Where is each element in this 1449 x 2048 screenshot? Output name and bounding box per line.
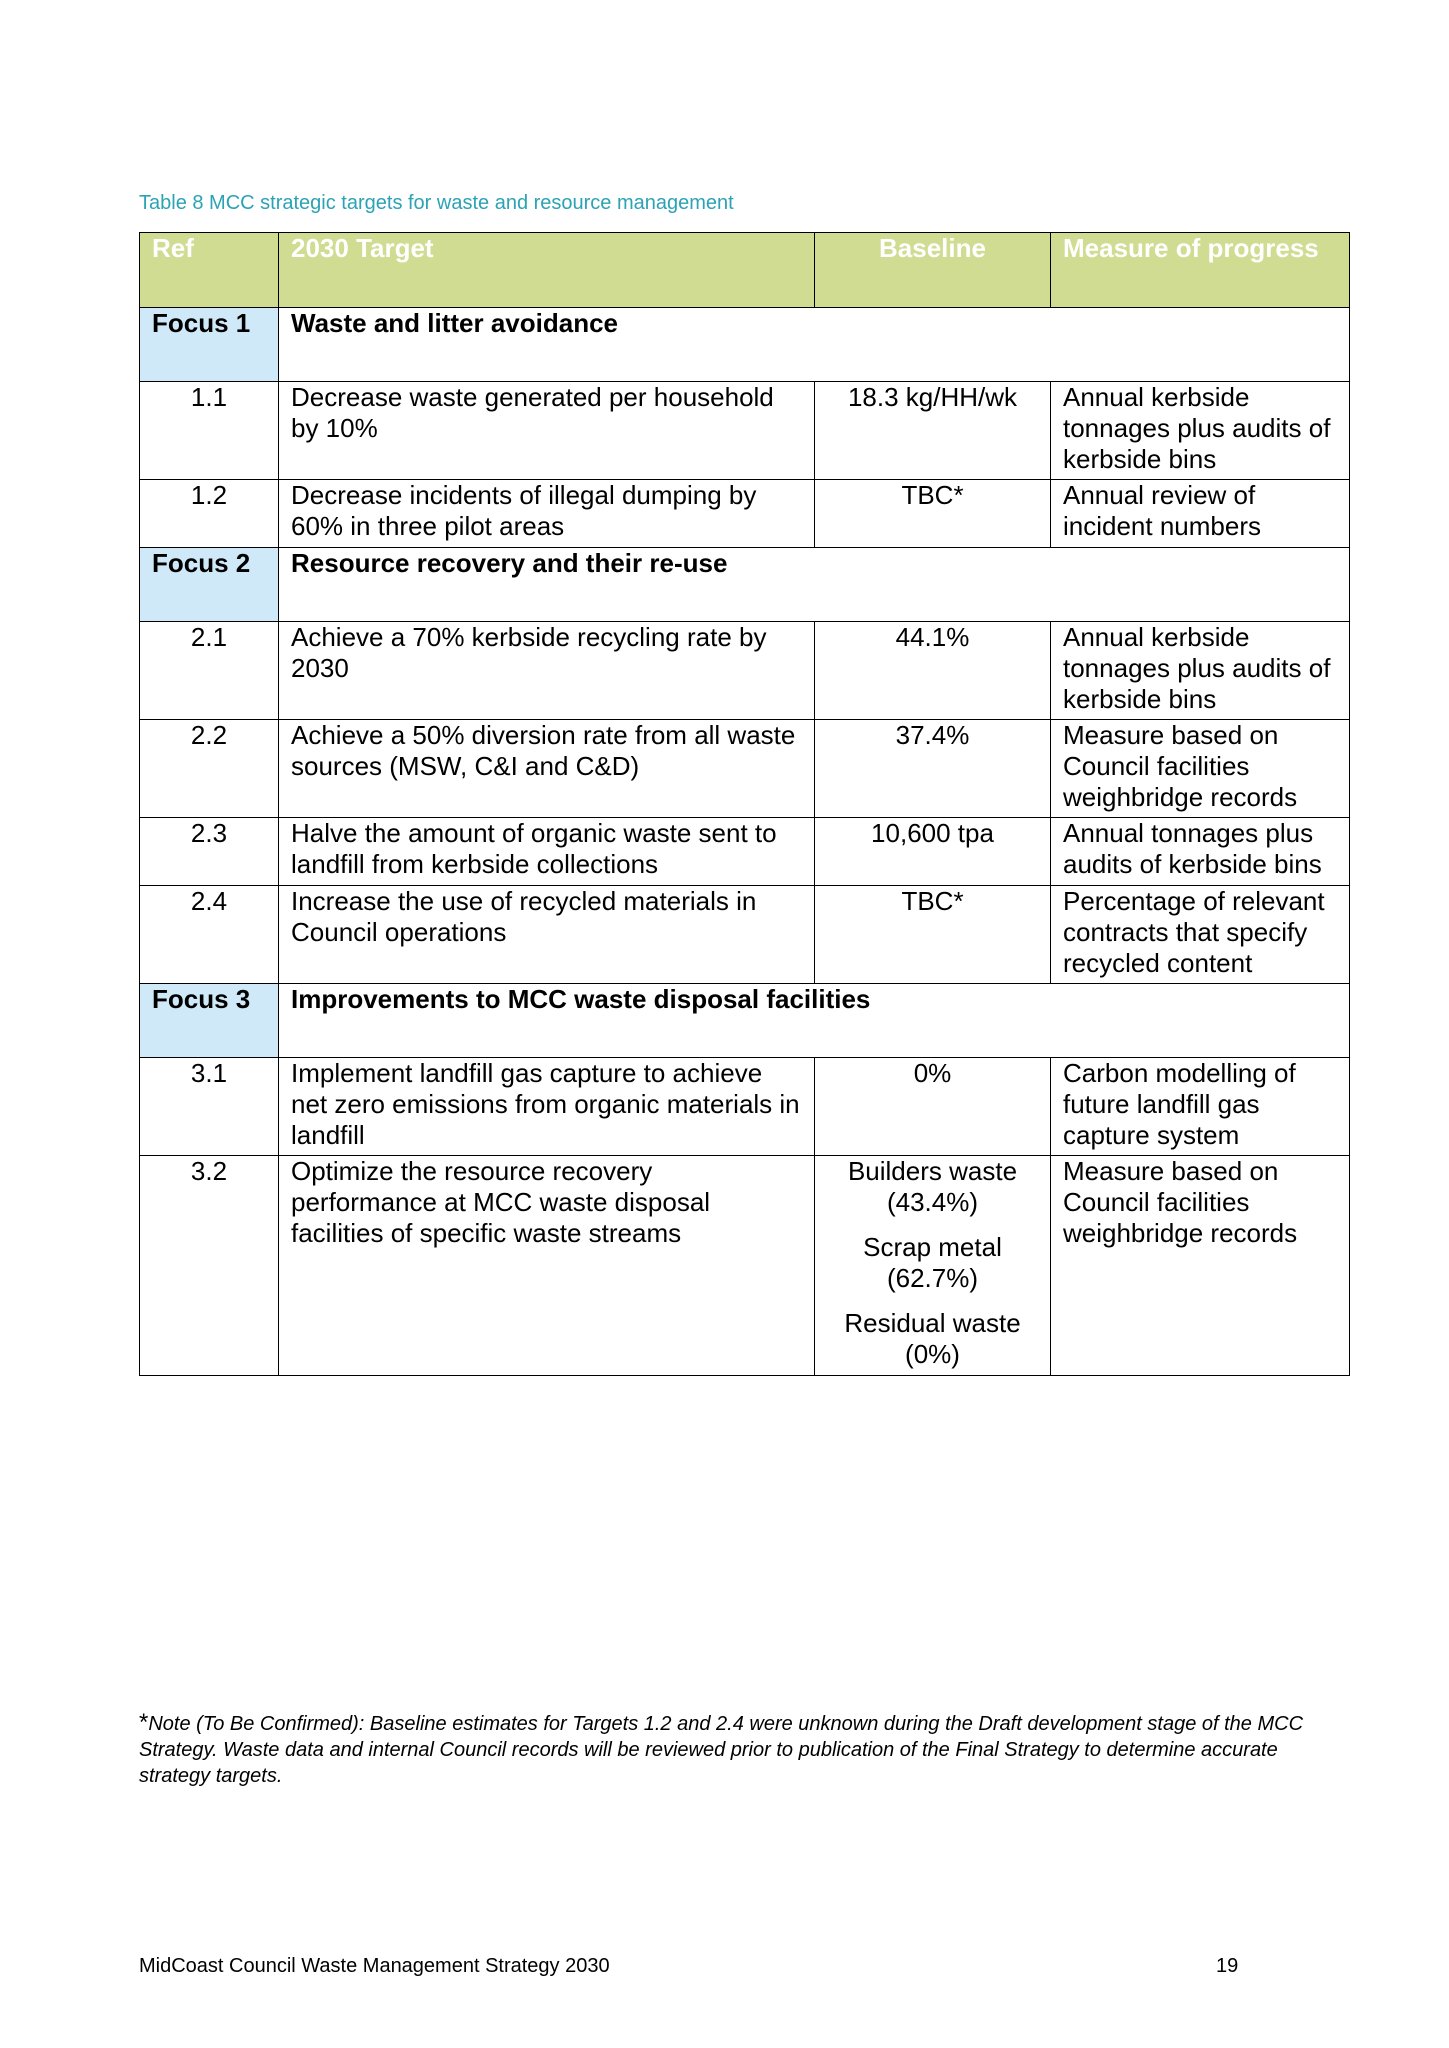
table-row	[140, 720, 1350, 818]
row-measure: Measure based on Council facilities weighbridge records	[1051, 720, 1350, 818]
row-baseline: 0%	[815, 1058, 1051, 1156]
row-ref: 3.2	[140, 1156, 279, 1376]
row-ref: 3.1	[140, 1058, 279, 1156]
row-ref: 2.2	[140, 720, 279, 818]
row-measure: Percentage of relevant contracts that specify recycled content	[1051, 886, 1350, 984]
row-baseline: TBC*	[815, 886, 1051, 984]
row-baseline: 37.4%	[815, 720, 1051, 818]
row-baseline: TBC*	[815, 480, 1051, 548]
row-target: Decrease incidents of illegal dumping by 60% in three pilot areas	[279, 480, 815, 548]
row-target: Decrease waste generated per household by 10%	[279, 382, 815, 480]
header-target: 2030 Target	[279, 233, 815, 308]
focus-row	[140, 548, 1350, 622]
focus-label: Focus 3	[140, 984, 279, 1058]
page-number: 19	[1216, 1955, 1239, 1977]
row-ref: 2.4	[140, 886, 279, 984]
row-ref: 2.1	[140, 622, 279, 720]
strategic-targets-table	[139, 232, 1350, 1376]
focus-label: Focus 1	[140, 308, 279, 382]
row-baseline	[815, 1156, 1051, 1376]
focus-label: Focus 2	[140, 548, 279, 622]
row-target: Implement landfill gas capture to achieve net zero emissions from organic materials in landfill	[279, 1058, 815, 1156]
table-row	[140, 818, 1350, 886]
table-row	[140, 1058, 1350, 1156]
footnote-asterisk: *	[139, 1709, 149, 1736]
table-row	[140, 622, 1350, 720]
row-measure: Annual review of incident numbers	[1051, 480, 1350, 548]
row-baseline: 18.3 kg/HH/wk	[815, 382, 1051, 480]
row-ref: 1.1	[140, 382, 279, 480]
row-target: Halve the amount of organic waste sent to landfill from kerbside collections	[279, 818, 815, 886]
table-row	[140, 382, 1350, 480]
row-measure: Carbon modelling of future landfill gas capture system	[1051, 1058, 1350, 1156]
baseline-line: Builders waste (43.4%)	[847, 1156, 1018, 1217]
focus-row	[140, 308, 1350, 382]
row-target: Achieve a 50% diversion rate from all waste sources (MSW, C&I and C&D)	[279, 720, 815, 818]
row-target: Increase the use of recycled materials in Council operations	[279, 886, 815, 984]
header-ref: Ref	[140, 233, 279, 308]
focus-title: Waste and litter avoidance	[279, 308, 1350, 382]
table-caption: Table 8 MCC strategic targets for waste and resource management	[139, 192, 734, 214]
table-row	[140, 886, 1350, 984]
baseline-line: Residual waste (0%)	[844, 1308, 1021, 1369]
table-header-row	[140, 233, 1350, 308]
focus-title: Resource recovery and their re-use	[279, 548, 1350, 622]
row-measure: Annual kerbside tonnages plus audits of kerbside bins	[1051, 622, 1350, 720]
baseline-line: Scrap metal (62.7%)	[863, 1232, 1002, 1293]
footnote-text: Note (To Be Confirmed): Baseline estimates for Targets 1.2 and 2.4 were unknown during the Draft development stage of the MCC Strategy. Waste data and internal Council records will be reviewed prior to publication of the Final Strategy to determine accurate strategy targets.	[139, 1713, 1304, 1787]
row-baseline: 44.1%	[815, 622, 1051, 720]
table-row	[140, 480, 1350, 548]
focus-row	[140, 984, 1350, 1058]
row-measure: Measure based on Council facilities weighbridge records	[1051, 1156, 1350, 1376]
footnote	[139, 1710, 1349, 1789]
table-row	[140, 1156, 1350, 1376]
row-target: Achieve a 70% kerbside recycling rate by 2030	[279, 622, 815, 720]
focus-title: Improvements to MCC waste disposal facilities	[279, 984, 1350, 1058]
row-measure: Annual tonnages plus audits of kerbside bins	[1051, 818, 1350, 886]
row-baseline: 10,600 tpa	[815, 818, 1051, 886]
footer-title: MidCoast Council Waste Management Strategy 2030	[139, 1955, 610, 1977]
row-target: Optimize the resource recovery performance at MCC waste disposal facilities of specific waste streams	[279, 1156, 815, 1376]
row-ref: 2.3	[140, 818, 279, 886]
header-measure: Measure of progress	[1051, 233, 1350, 308]
row-ref: 1.2	[140, 480, 279, 548]
row-measure: Annual kerbside tonnages plus audits of kerbside bins	[1051, 382, 1350, 480]
header-baseline: Baseline	[815, 233, 1051, 308]
